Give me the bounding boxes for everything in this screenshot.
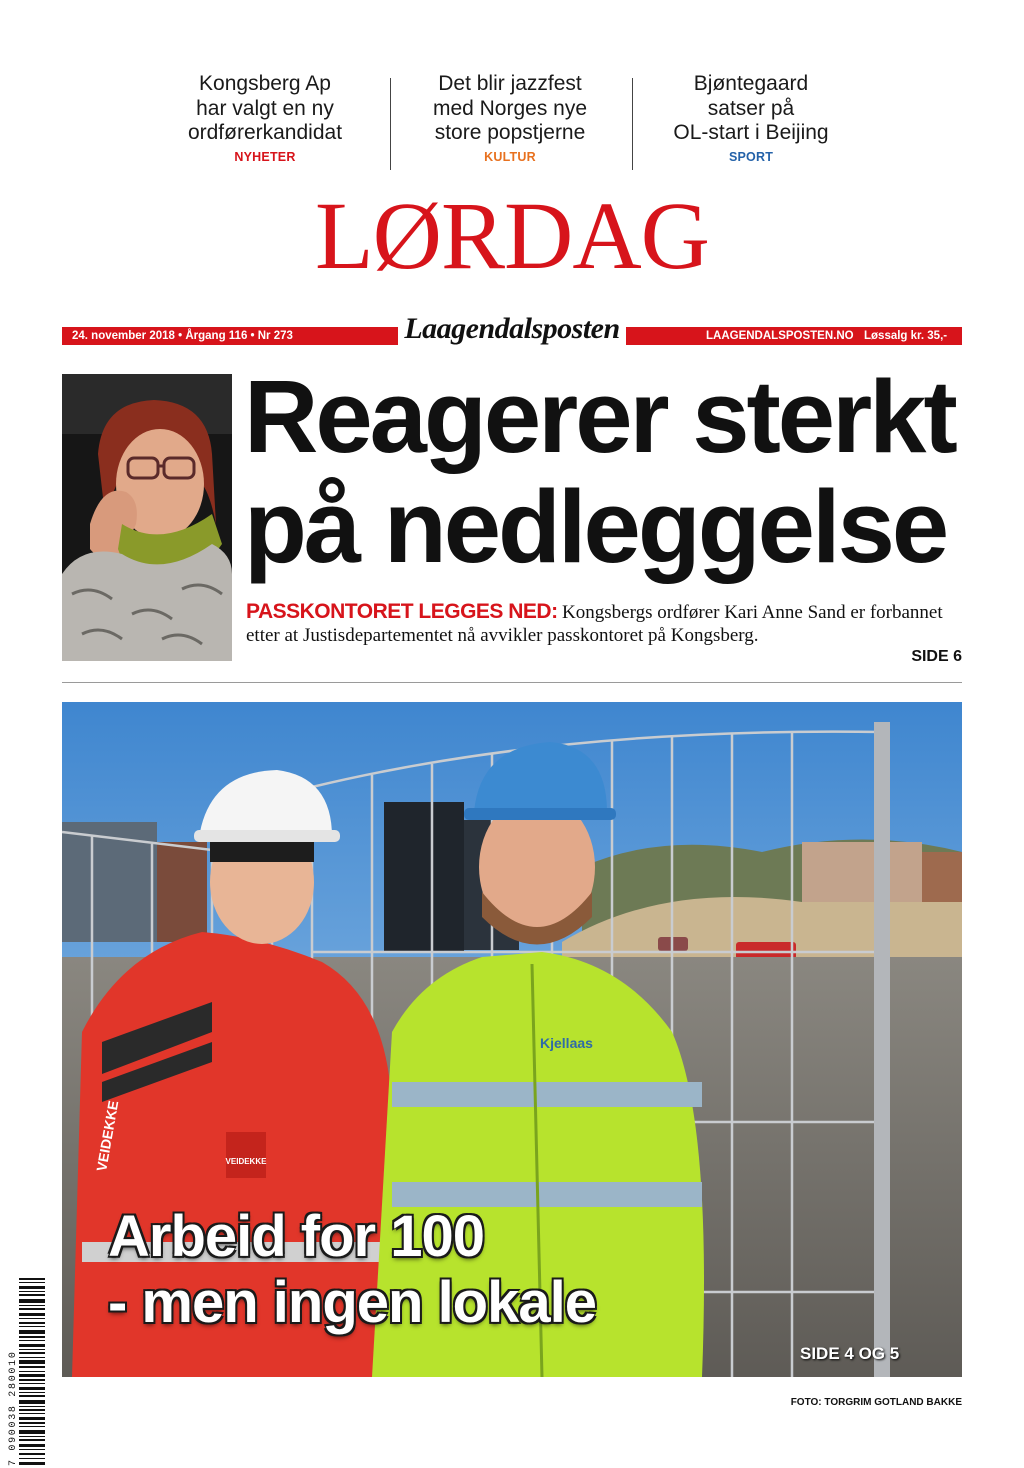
kjellaas-logo: Kjellaas	[540, 1035, 593, 1051]
teaser-sport[interactable]	[636, 72, 866, 164]
teaser-section-tag: KULTUR	[484, 149, 536, 164]
issue-info-bar	[62, 327, 398, 345]
teaser-row	[150, 72, 870, 172]
lede-text: Kongsbergs ordfører Kari Anne Sand er forbannet etter at Justisdepartementet nå avvikler passkontoret på Kongsberg.	[246, 602, 943, 646]
top-lede	[246, 601, 966, 648]
lede-kicker: PASSKONTORET LEGGES NED:	[246, 600, 558, 623]
veidekke-badge: VEIDEKKE	[225, 1157, 267, 1166]
teaser-divider	[632, 78, 633, 170]
newspaper-logo: Laagendalsposten	[404, 312, 620, 345]
main-headline[interactable]: Arbeid for 100 - men ingen lokale	[108, 1204, 596, 1335]
teaser-text: Bjøntegaard satser på OL-start i Beijing	[673, 72, 829, 144]
main-photo	[62, 702, 962, 1377]
photo-credit: FOTO: TORGRIM GOTLAND BAKKE	[790, 1397, 962, 1408]
teaser-text: Det blir jazzfest med Norges nye store popstjerne	[432, 72, 588, 144]
veidekke-logo: VEIDEKKE	[93, 1099, 122, 1173]
teaser-news[interactable]	[150, 72, 380, 164]
teaser-section-tag: SPORT	[728, 149, 774, 164]
price-info-bar	[626, 327, 962, 345]
portrait-photo	[62, 374, 232, 661]
website-link[interactable]: LAAGENDALSPOSTEN.NO	[706, 330, 854, 342]
teaser-culture[interactable]	[395, 72, 625, 164]
price-label: Løssalg kr. 35,-	[864, 330, 948, 342]
masthead-title: LØRDAG	[315, 182, 709, 289]
main-page-ref: SIDE 4 OG 5	[800, 1344, 900, 1363]
section-divider	[62, 682, 962, 683]
teaser-divider	[390, 78, 391, 170]
portrait-illustration	[62, 374, 232, 661]
barcode-number: 7 090038 280010	[8, 1350, 19, 1466]
teaser-section-tag: NYHETER	[234, 149, 296, 164]
teaser-text: Kongsberg Ap har valgt en ny ordførerkandidat	[187, 72, 343, 144]
date-issue: 24. november 2018 • Årgang 116 • Nr 273	[72, 330, 293, 342]
top-headline[interactable]: Reagerer sterkt på nedleggelse	[244, 359, 955, 584]
top-page-ref: SIDE 6	[911, 648, 962, 665]
